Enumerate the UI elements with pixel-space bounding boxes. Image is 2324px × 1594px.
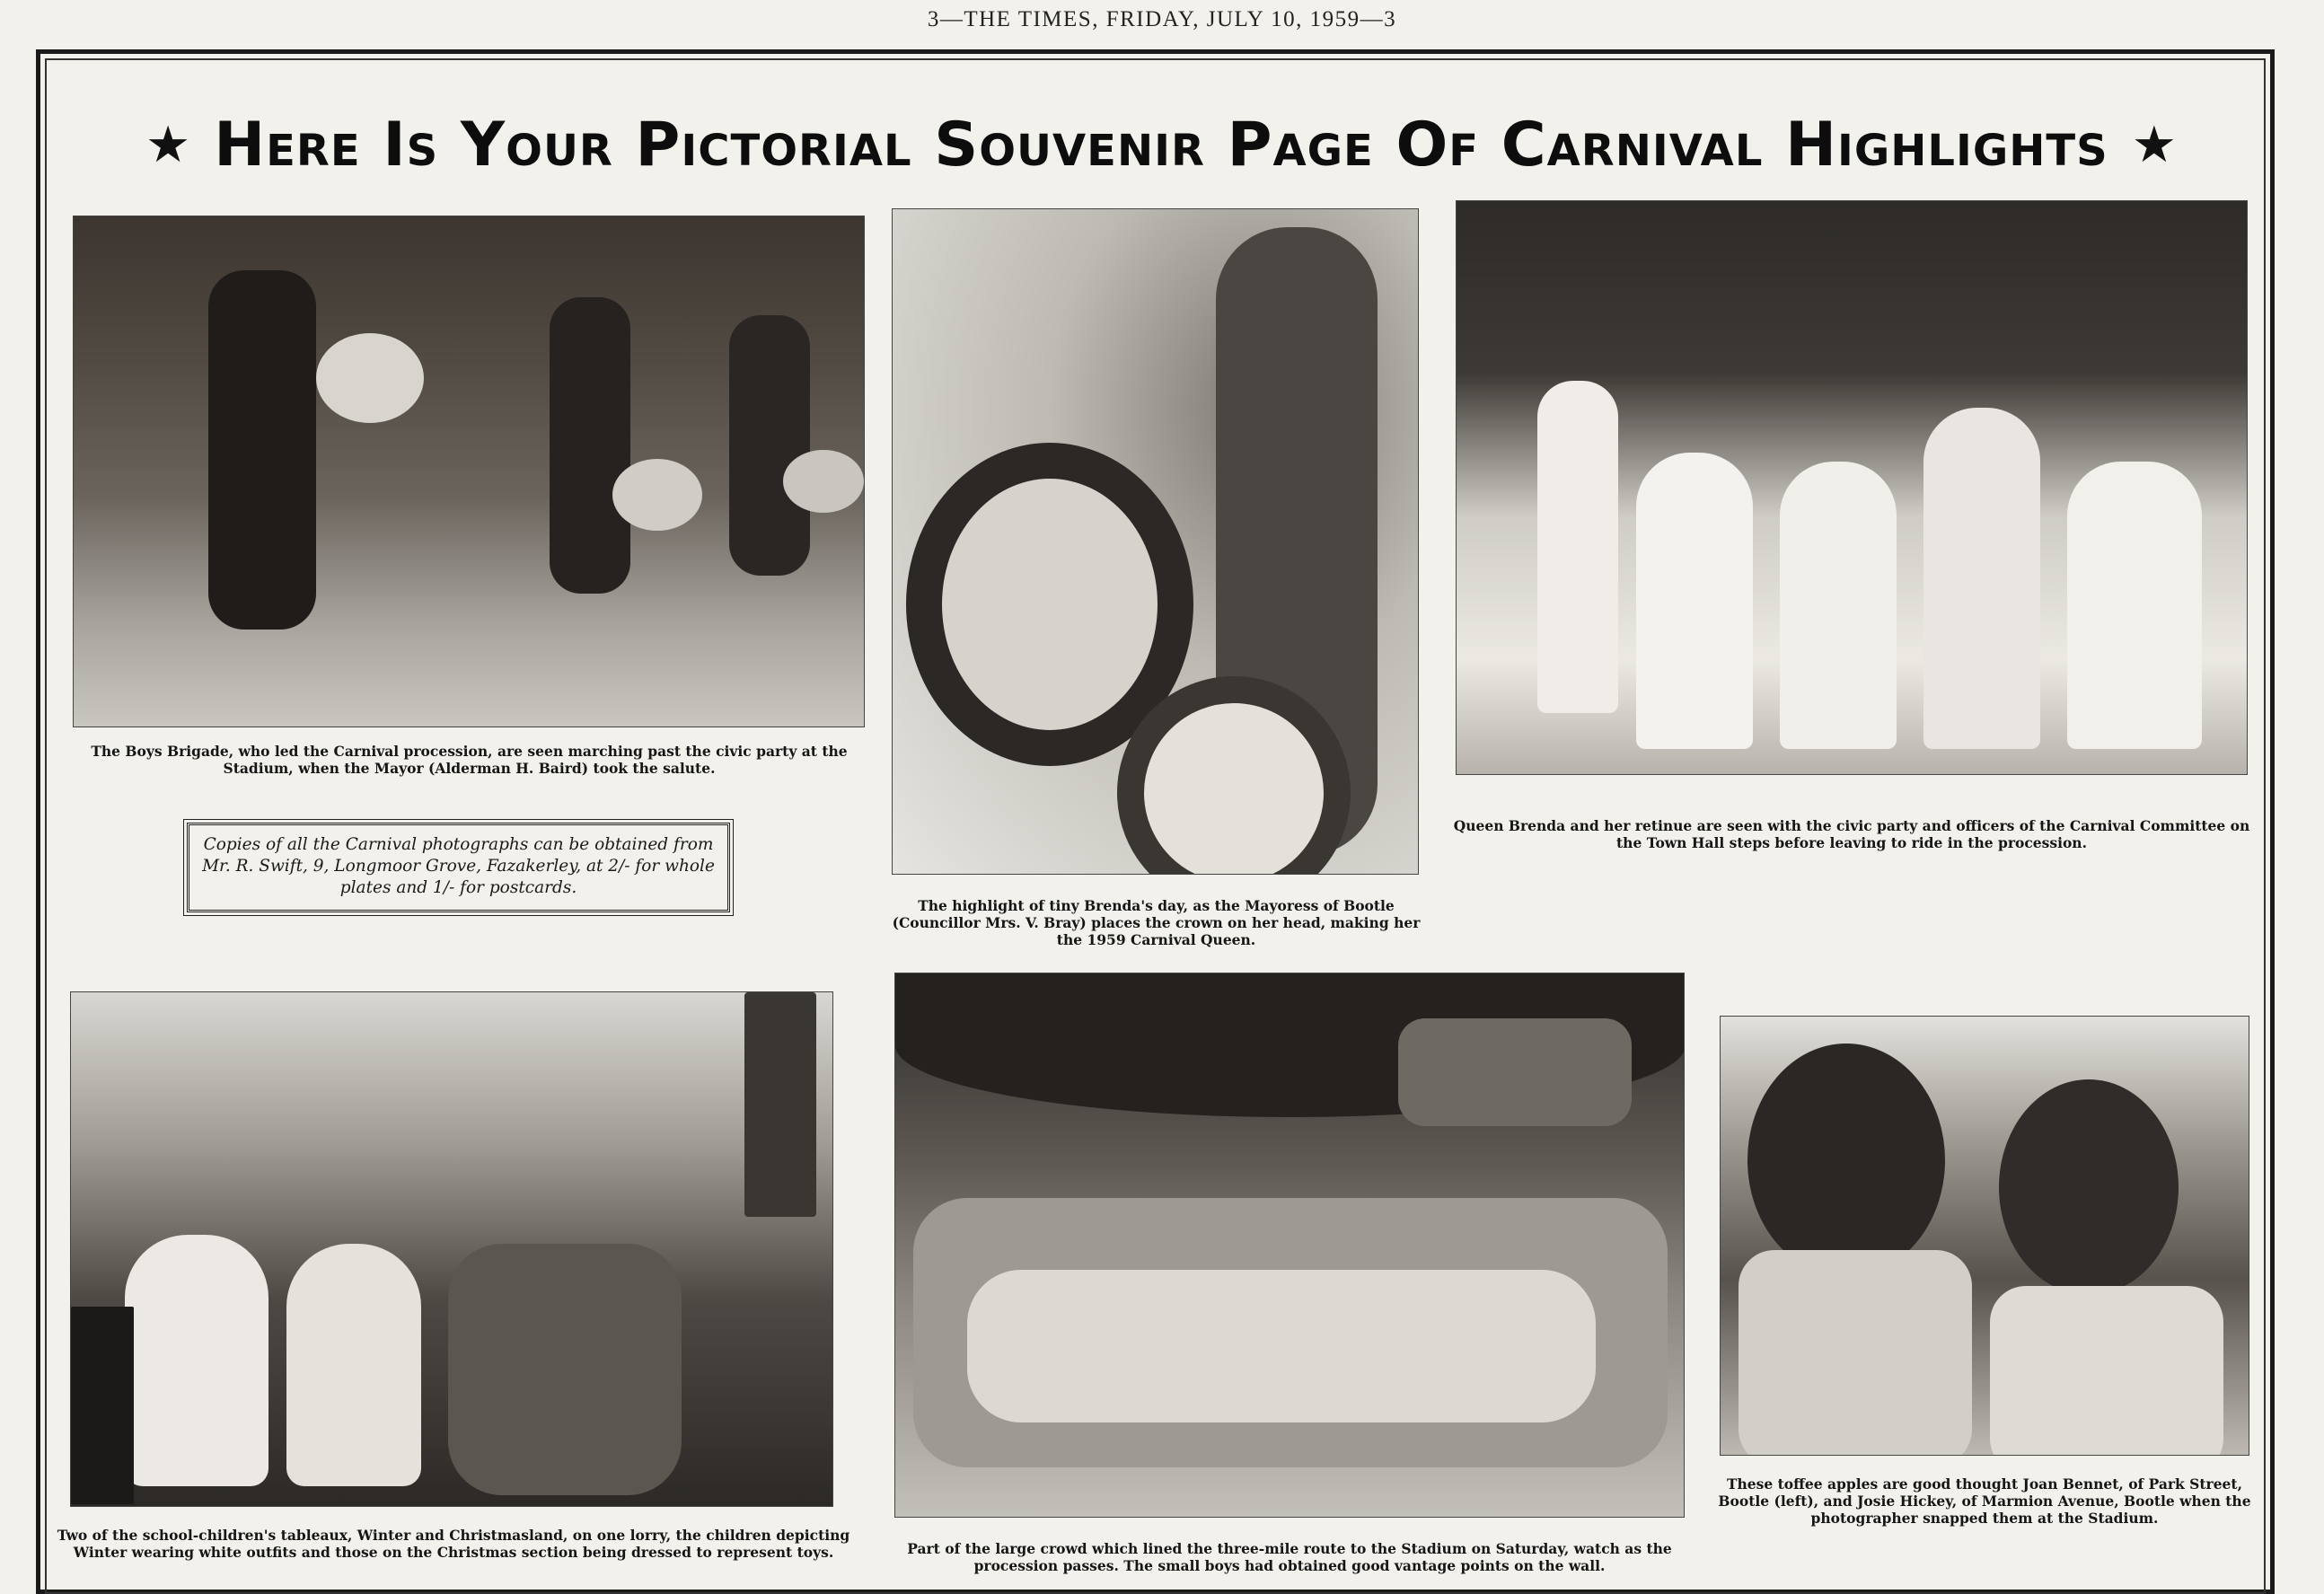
caption-crowning: The highlight of tiny Brenda's day, as the Mayoress of Bootle (Councillor Mrs. V. Bray) places the crown on her head, making her the 1959 Carnival Queen. [892,897,1421,948]
caption-queen-retinue: Queen Brenda and her retinue are seen with the civic party and officers of the Carnival Committee on the Town Hall steps before leaving to ride in the procession. [1453,817,2250,851]
caption-toffee-apples: These toffee apples are good thought Joan Bennet, of Park Street, Bootle (left), and Josie Hickey, of Marmion Avenue, Bootle when the photographer snapped them at the Stadium. [1718,1475,2251,1527]
notice-box: Copies of all the Carnival photographs can be obtained from Mr. R. Swift, 9, Longmoor Grove, Fazakerley, at 2/- for whole plates and 1/- for postcards. [187,823,730,912]
photo-boys-brigade [73,216,865,727]
photo-tableaux [70,991,833,1507]
star-icon: ★ [145,115,191,174]
headline [56,95,2267,194]
photo-crowning [892,208,1419,875]
dateline: 3—THE TIMES, FRIDAY, JULY 10, 1959—3 [927,7,1397,31]
caption-tableaux: Two of the school-children's tableaux, Winter and Christmasland, on one lorry, the children depicting Winter wearing white outfits and those on the Christmas section being dressed to represent toys. [57,1527,850,1561]
caption-crowd: Part of the large crowd which lined the three-mile route to the Stadium on Saturday, watch as the procession passes. The small boys had obtained good vantage points on the wall. [907,1540,1672,1574]
photo-toffee-apples [1720,1016,2249,1456]
photo-queen-retinue [1456,200,2248,775]
star-icon: ★ [2131,115,2177,174]
headline-text: Here Is Your Pictorial Souvenir Page Of Carnival Highlights [214,109,2108,181]
photo-crowd [894,973,1685,1518]
caption-boys-brigade: The Boys Brigade, who led the Carnival procession, are seen marching past the civic party at the Stadium, when the Mayor (Alderman H. Baird) took the salute. [91,743,848,777]
